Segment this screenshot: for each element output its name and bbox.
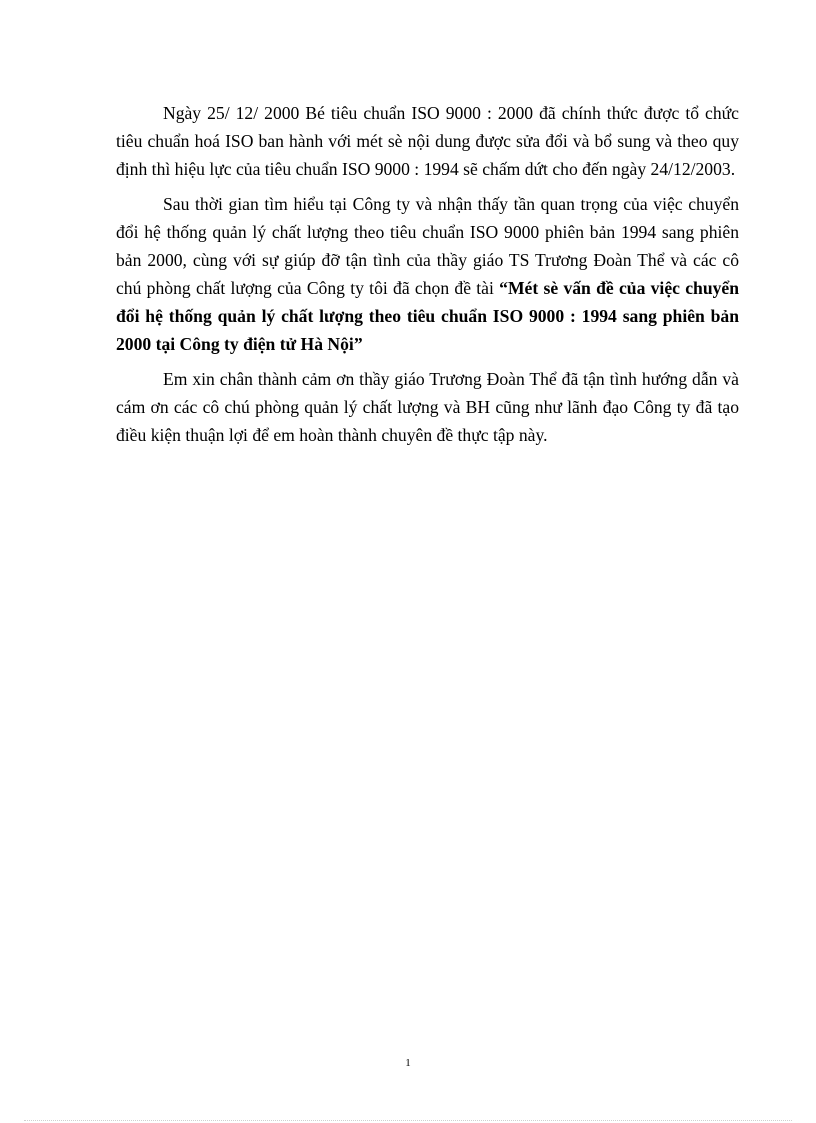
page-bottom-border [24, 1120, 792, 1121]
page-number: 1 [405, 1057, 411, 1069]
paragraph-acknowledgement [116, 365, 739, 449]
paragraph-topic [116, 190, 739, 358]
paragraph-announcement-text: Ngày 25/ 12/ 2000 Bé tiêu chuẩn ISO 9000 : 2000 đã chính thức được tổ chức tiêu chuẩn hoá ISO ban hành với mét sè nội dung được sửa đổi và bổ sung và theo quy định thì hiệu lực của tiêu chuẩn ISO 9000 : 1994 sẽ chấm dứt cho đến ngày 24/12/2003. [116, 103, 739, 179]
paragraph-topic-text: Sau thời gian tìm hiểu tại Công ty và nhận thấy tần quan trọng của việc chuyển đổi hệ thống quản lý chất lượng theo tiêu chuẩn ISO 9000 phiên bản 1994 sang phiên bản 2000, cùng với sự giúp đỡ tận tình của thầy giáo TS Trương Đoàn Thể và các cô chú phòng chất lượng của Công ty tôi đã chọn đề tài [116, 194, 739, 298]
paragraph-acknowledgement-text: Em xin chân thành cảm ơn thầy giáo Trương Đoàn Thể đã tận tình hướng dẫn và cám ơn các cô chú phòng quản lý chất lượng và BH cũng như lãnh đạo Công ty đã tạo điều kiện thuận lợi để em hoàn thành chuyên đề thực tập này. [116, 369, 739, 445]
paragraph-announcement [116, 99, 739, 183]
thesis-title: “Mét sè vấn đề của việc chuyển đổi hệ thống quản lý chất lượng theo tiêu chuẩn ISO 9000 : 1994 sang phiên bản 2000 tại Công ty điện tử Hà Nội” [116, 278, 739, 354]
document-body [116, 99, 739, 456]
